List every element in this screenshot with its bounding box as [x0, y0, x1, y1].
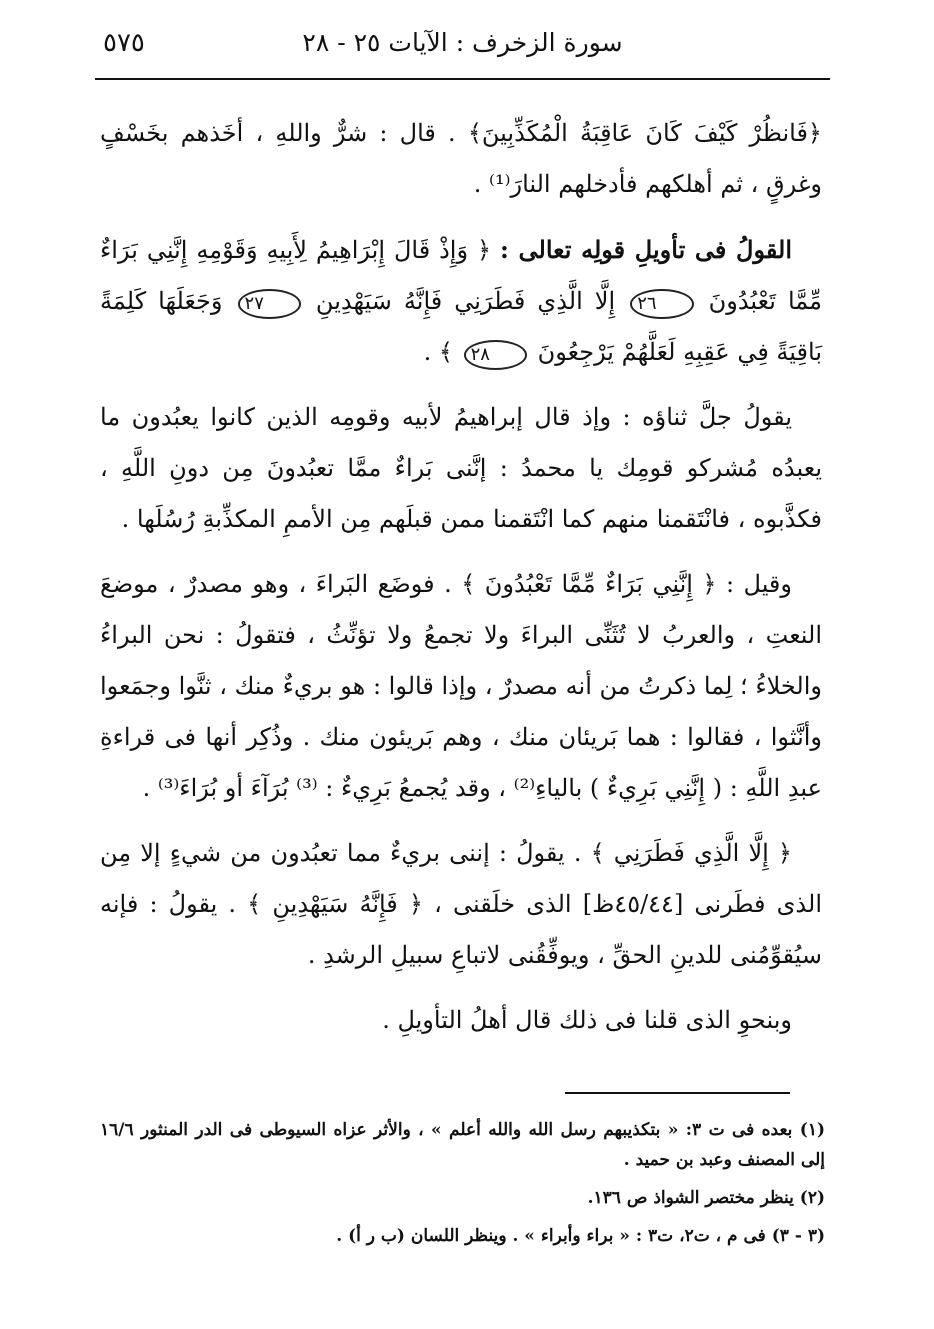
page-number: ٥٧٥	[103, 28, 145, 58]
running-title: سورة الزخرف : الآيات ٢٥ - ٢٨	[302, 28, 623, 57]
footnote-divider	[565, 1092, 790, 1094]
page-header	[95, 22, 830, 70]
quran-verse-end: ﴾ .	[423, 338, 453, 366]
footnote-1: (١) بعده فى ت ٣: « بتكذيبهم رسل الله والله أعلم » ، والأثر عزاه السيوطى فى الدر المنثور ١٦/٦ إلى المصنف وعبد بن حميد .	[100, 1120, 826, 1170]
ayah-number-27-icon: ٢٧	[238, 289, 301, 319]
paragraph-6: وبنحوِ الذى قلنا فى ذلك قال أهلُ التأويلِ .	[382, 1006, 792, 1034]
section-heading: القولُ فى تأويلِ قولِه تعالى :	[500, 235, 793, 264]
paragraph-3: يقولُ جلَّ ثناؤه : وإذ قال إبراهيمُ لأبيه وقومِه الذين كانوا يعبُدون ما يعبدُه مُشركو قومِك يا محمدُ : إنَّنى بَراءٌ ممَّا تعبُدونَ مِن دونِ اللَّهِ ، فكذَّبوه ، فانْتَقمنا منهم كما انْتَقمنا ممن قبلَهم مِن الأممِ المكذِّبةِ رُسُلَها .	[100, 403, 822, 533]
paragraph-2	[100, 224, 822, 378]
quran-verse-part-3: وَجَعَلَهَا كَلِمَةً بَاقِيَةً فِي عَقِبِهِ لَعَلَّهُمْ يَرْجِعُونَ	[100, 287, 822, 366]
ayah-number-26-icon: ٢٦	[630, 289, 693, 319]
paragraph-4: وقيل : ﴿ إِنَّنِي بَرَاءٌ مِّمَّا تَعْبُدُونَ ﴾ . فوضَع البَراءَ ، وهو مصدرٌ ، موضعَ النعتِ ، والعربُ لا تُثَنِّى البراءَ ولا تجمعُ ولا تؤنِّثُ ، فتقولُ : نحن البراءُ والخلاءُ ؛ لِما ذكرتُ من أنه مصدرٌ ، وإذا قالوا : هو بريءٌ منك ، ثنَّوا وجمَعوا وأنَّثوا ، فقالوا : هما بَريئان منك ، وهم بَريئون منك . وذُكِر أنها فى قراءةِ عبدِ اللَّهِ : ( إِنَّنِي بَرِيءٌ ) بالياءِ⁽²⁾ ، وقد يُجمعُ بَرِيءٌ : ⁽³⁾ بُرَآءَ أو بُرَاءَ⁽³⁾ .	[100, 570, 823, 802]
footnote-3: (٣ - ٣) فى م ، ت٢، ت٣ : « براء وأبراء » . وينظر اللسان (ب ر أ) .	[336, 1226, 825, 1246]
footnotes	[100, 1115, 825, 1259]
header-divider	[95, 78, 830, 80]
footnote-2: (٢) ينظر مختصر الشواذ ص ١٣٦.	[587, 1188, 825, 1208]
ayah-number-28-icon: ٢٨	[464, 340, 527, 370]
quran-verse-part-2: إِلَّا الَّذِي فَطَرَنِي فَإِنَّهُ سَيَهْدِينِ	[315, 287, 616, 315]
paragraph-1: ﴿فَانظُرْ كَيْفَ كَانَ عَاقِبَةُ الْمُكَذِّبِينَ﴾ . قال : شرٌّ واللهِ ، أخَذهم بخَسْفٍ وغرقٍ ، ثم أهلكهم فأدخلهم النارَ⁽¹⁾ .	[100, 119, 822, 198]
main-text	[100, 108, 822, 1060]
quran-verse-part-1: ﴿ وَإِذْ قَالَ إِبْرَاهِيمُ لِأَبِيهِ وَقَوْمِهِ إِنَّنِي بَرَاءٌ مِّمَّا تَعْبُدُونَ	[100, 236, 822, 315]
paragraph-5: ﴿ إِلَّا الَّذِي فَطَرَنِي ﴾ . يقولُ : إننى بريءٌ مما تعبُدون من شيءٍ إلا مِن الذى فطَرنى [٤٥/٤٤ظ] الذى خلَقنى ، ﴿ فَإِنَّهُ سَيَهْدِينِ ﴾ . يقولُ : فإنه سيُقوِّمُنى للدينِ الحقِّ ، ويوفِّقُنى لاتباعِ سبيلِ الرشدِ .	[100, 839, 823, 969]
